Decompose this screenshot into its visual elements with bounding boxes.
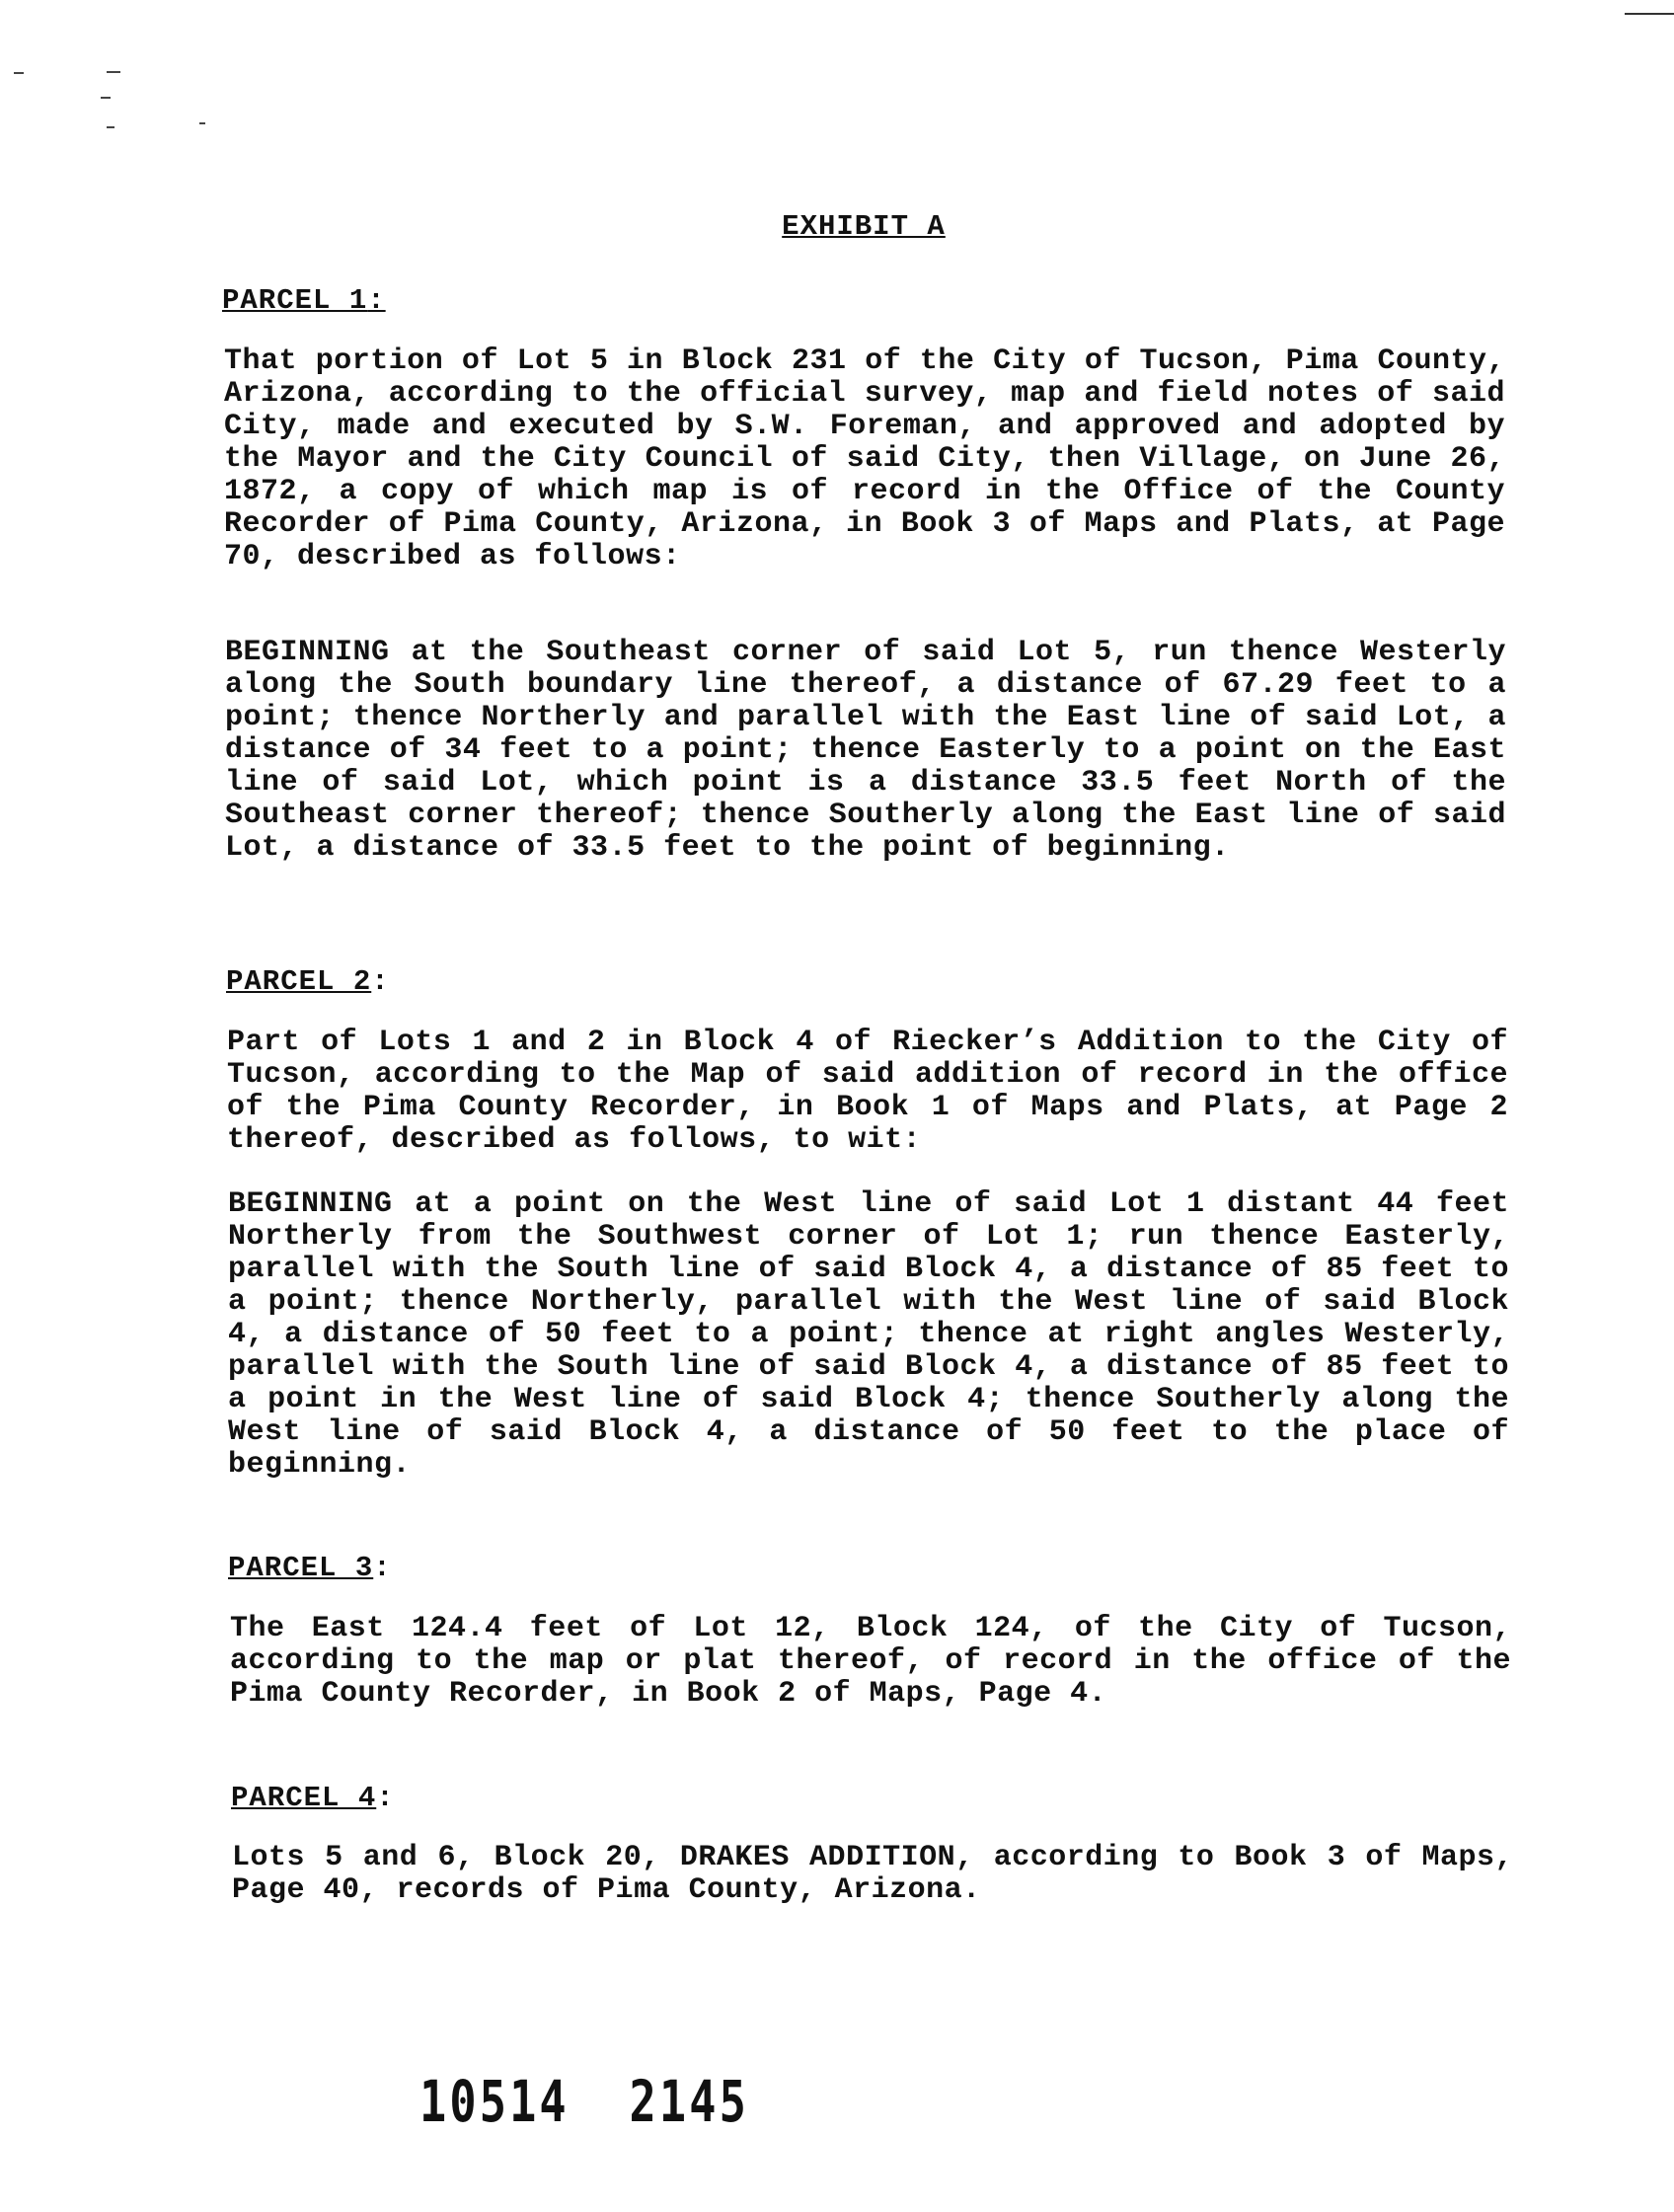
parcel-4-description: Lots 5 and 6, Block 20, DRAKES ADDITION, according to Book 3 of Maps, Page 40, records of Pima County, Arizona. — [232, 1841, 1513, 1907]
parcel-1-label: PARCEL 1: — [222, 284, 386, 317]
parcel-2-metes-and-bounds: BEGINNING at a point on the West line of said Lot 1 distant 44 feet Northerly from the Southwest corner of Lot 1; run thence Easterly, parallel with the South line of said Block 4, a distance of 85 feet to a point; thence Northerly, parallel with the West line of said Block 4, a distance of 50 feet to a point; thence at right angles Westerly, parallel with the South line of said Block 4, a distance of 85 feet to a point in the West line of said Block 4; thence Southerly along the West line of said Block 4, a distance of 50 feet to the place of beginning. — [228, 1187, 1509, 1482]
parcel-2-label: PARCEL 2: — [226, 965, 390, 998]
scan-speck — [107, 126, 114, 128]
scan-speck — [199, 122, 205, 124]
scan-speck — [107, 71, 120, 73]
parcel-1-description: That portion of Lot 5 in Block 231 of the City of Tucson, Pima County, Arizona, according to the official survey, map and field notes of said City, made and executed by S.W. Foreman, and approved and adopted by the Mayor and the City Council of said City, then Village, on June 26, 1872, a copy of which map is of record in the Office of the County Recorder of Pima County, Arizona, in Book 3 of Maps and Plats, at Page 70, described as follows: — [224, 344, 1505, 573]
parcel-4-label: PARCEL 4: — [231, 1782, 395, 1814]
scan-edge-line — [1625, 13, 1674, 15]
scan-speck — [14, 72, 24, 74]
parcel-1-metes-and-bounds: BEGINNING at the Southeast corner of said Lot 5, run thence Westerly along the South boundary line thereof, a distance of 67.29 feet to a point; thence Northerly and parallel with the East line of said Lot, a distance of 34 feet to a point; thence Easterly to a point on the East line of said Lot, which point is a distance 33.5 feet North of the Southeast corner thereof; thence Southerly along the East line of said Lot, a distance of 33.5 feet to the point of beginning. — [225, 636, 1506, 865]
scan-speck — [101, 97, 111, 99]
parcel-3-description: The East 124.4 feet of Lot 12, Block 124, of the City of Tucson, according to the map or plat thereof, of record in the office of the Pima County Recorder, in Book 2 of Maps, Page 4. — [230, 1612, 1511, 1711]
parcel-2-description: Part of Lots 1 and 2 in Block 4 of Riecker’s Addition to the City of Tucson, according to the Map of said addition of record in the office of the Pima County Recorder, in Book 1 of Maps and Plats, at Page 2 thereof, described as follows, to wit: — [227, 1026, 1508, 1157]
exhibit-heading: EXHIBIT A — [782, 210, 946, 243]
recording-stamp: 10514 2145 — [419, 2068, 749, 2135]
parcel-3-label: PARCEL 3: — [228, 1552, 392, 1584]
